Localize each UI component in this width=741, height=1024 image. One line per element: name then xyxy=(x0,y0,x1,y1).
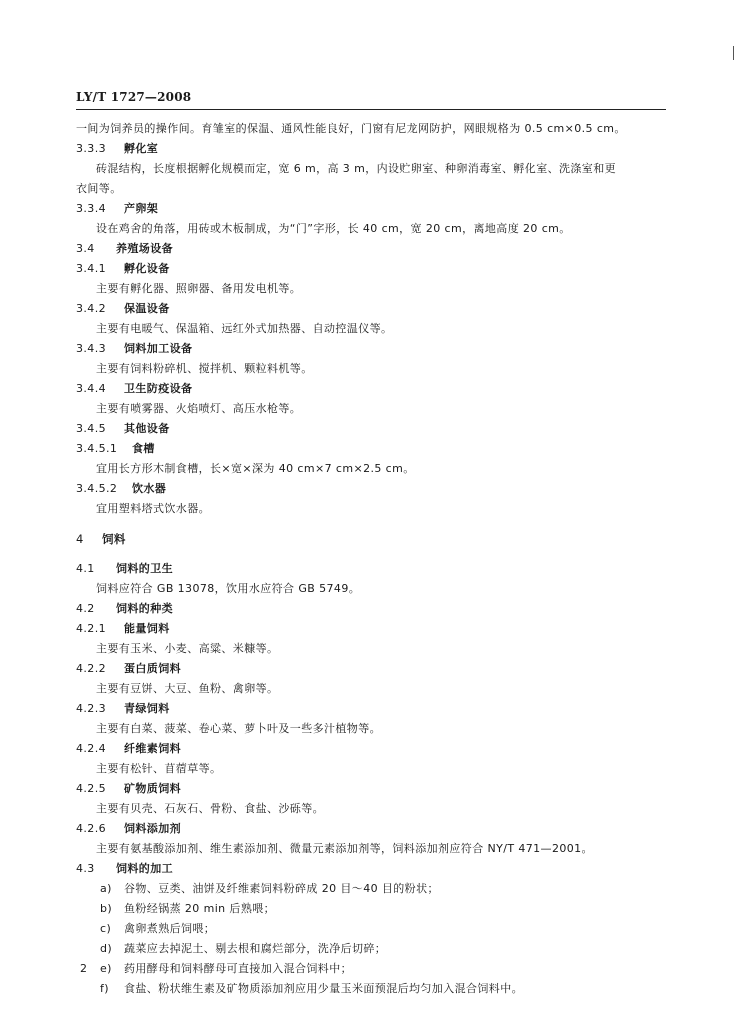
paragraph-line: 主要有贝壳、石灰石、骨粉、食盐、沙砾等。 xyxy=(96,802,324,815)
section-title: 饲料的加工 xyxy=(116,862,173,875)
list-item xyxy=(100,962,352,976)
section-heading xyxy=(76,422,170,436)
section-title: 卫生防疫设备 xyxy=(124,382,193,395)
section-number: 3.3.4 xyxy=(76,202,106,215)
section-heading xyxy=(76,442,155,456)
paragraph-line: 主要有玉米、小麦、高粱、米糠等。 xyxy=(96,642,279,655)
section-title: 青绿饲料 xyxy=(124,702,170,715)
list-item xyxy=(100,922,215,936)
section-number: 4.2.3 xyxy=(76,702,106,715)
section-heading xyxy=(76,482,166,496)
section-heading xyxy=(76,822,181,836)
section-number: 3.3.3 xyxy=(76,142,106,155)
list-marker: a) xyxy=(100,882,112,895)
section-number: 4.2.2 xyxy=(76,662,106,675)
section-number: 3.4 xyxy=(76,242,95,255)
section-number: 4.2.5 xyxy=(76,782,106,795)
section-title: 饲料 xyxy=(102,532,126,546)
section-number: 3.4.4 xyxy=(76,382,106,395)
section-number: 4.1 xyxy=(76,562,95,575)
paragraph-line: 饲料应符合 GB 13078，饮用水应符合 GB 5749。 xyxy=(96,582,361,595)
list-item xyxy=(100,882,439,896)
section-number: 3.4.5.2 xyxy=(76,482,118,495)
section-title: 饲料加工设备 xyxy=(124,342,193,355)
paragraph-line: 砖混结构，长度根据孵化规模而定，宽 6 m，高 3 m，内设贮卵室、种卵消毒室、孵化室、洗涤室和更 xyxy=(96,162,617,175)
section-heading xyxy=(76,302,170,316)
section-number: 3.4.2 xyxy=(76,302,106,315)
section-number: 4.2.6 xyxy=(76,822,106,835)
section-heading xyxy=(76,532,126,546)
paragraph-line: 宜用塑料塔式饮水器。 xyxy=(96,502,210,515)
section-number: 4.3 xyxy=(76,862,95,875)
list-item xyxy=(100,942,386,956)
section-title: 饮水器 xyxy=(132,482,167,495)
list-text: 鱼粉经锅蒸 20 min 后熟喂； xyxy=(124,902,276,915)
list-text: 食盐、粉状维生素及矿物质添加剂应用少量玉米面预混后均匀加入混合饲料中。 xyxy=(124,982,523,995)
list-marker: f) xyxy=(100,982,109,995)
list-text: 药用酵母和饲料酵母可直接加入混合饲料中； xyxy=(124,962,352,975)
list-marker: b) xyxy=(100,902,113,915)
section-heading xyxy=(76,342,192,356)
section-number: 4.2.1 xyxy=(76,622,106,635)
paragraph-line: 衣间等。 xyxy=(76,182,122,195)
paragraph-line: 设在鸡舍的角落，用砖或木板制成，为“门”字形，长 40 cm，宽 20 cm，离地高度 20 cm。 xyxy=(96,222,571,235)
section-heading xyxy=(76,782,181,796)
section-number: 3.4.5 xyxy=(76,422,106,435)
section-heading xyxy=(76,262,170,276)
section-number: 4.2.4 xyxy=(76,742,106,755)
paragraph-line: 一间为饲养员的操作间。育雏室的保温、通风性能良好，门窗有尼龙网防护，网眼规格为 0.5 cm×0.5 cm。 xyxy=(76,122,626,135)
section-number: 3.4.5.1 xyxy=(76,442,118,455)
list-item xyxy=(100,982,523,996)
section-title: 饲料的种类 xyxy=(116,602,173,615)
section-number: 3.4.3 xyxy=(76,342,106,355)
section-title: 矿物质饲料 xyxy=(124,782,181,795)
list-marker: e) xyxy=(100,962,112,975)
paragraph-line: 主要有孵化器、照卵器、备用发电机等。 xyxy=(96,282,302,295)
section-title: 其他设备 xyxy=(124,422,170,435)
section-title: 产卵架 xyxy=(124,202,159,215)
paragraph-line: 主要有氨基酸添加剂、维生素添加剂、微量元素添加剂等，饲料添加剂应符合 NY/T 471—2001。 xyxy=(96,842,593,855)
page-number: 2 xyxy=(80,962,87,975)
paragraph-line: 主要有白菜、菠菜、卷心菜、萝卜叶及一些多汁植物等。 xyxy=(96,722,381,735)
list-text: 蔬菜应去掉泥土、剔去根和腐烂部分，洗净后切碎； xyxy=(124,942,387,955)
section-heading xyxy=(76,202,158,216)
list-item xyxy=(100,902,275,916)
section-heading xyxy=(76,142,158,156)
section-heading xyxy=(76,242,173,256)
list-marker: c) xyxy=(100,922,112,935)
section-heading xyxy=(76,622,170,636)
paragraph-line: 主要有电暖气、保温箱、远红外式加热器、自动控温仪等。 xyxy=(96,322,393,335)
paragraph-line: 主要有松针、苜蓿草等。 xyxy=(96,762,222,775)
section-heading xyxy=(76,562,173,576)
list-text: 禽卵煮熟后饲喂； xyxy=(124,922,216,935)
section-title: 饲料添加剂 xyxy=(124,822,181,835)
standard-code-header: LY/T 1727—2008 xyxy=(76,90,192,104)
section-title: 保温设备 xyxy=(124,302,170,315)
section-title: 能量饲料 xyxy=(124,622,170,635)
edge-mark xyxy=(733,46,734,60)
section-title: 食槽 xyxy=(132,442,155,455)
section-number: 4 xyxy=(76,532,84,546)
list-text: 谷物、豆类、油饼及纤维素饲料粉碎成 20 目～40 目的粉状； xyxy=(124,882,439,895)
header-rule xyxy=(76,109,666,110)
section-heading xyxy=(76,382,192,396)
paragraph-line: 宜用长方形木制食槽，长×宽×深为 40 cm×7 cm×2.5 cm。 xyxy=(96,462,415,475)
paragraph-line: 主要有喷雾器、火焰喷灯、高压水枪等。 xyxy=(96,402,302,415)
paragraph-line: 主要有饲料粉碎机、搅拌机、颗粒料机等。 xyxy=(96,362,313,375)
section-title: 蛋白质饲料 xyxy=(124,662,181,675)
section-title: 纤维素饲料 xyxy=(124,742,181,755)
section-title: 饲料的卫生 xyxy=(116,562,173,575)
section-number: 4.2 xyxy=(76,602,95,615)
section-heading xyxy=(76,662,181,676)
list-marker: d) xyxy=(100,942,113,955)
section-heading xyxy=(76,742,181,756)
paragraph-line: 主要有豆饼、大豆、鱼粉、禽卵等。 xyxy=(96,682,279,695)
section-title: 孵化设备 xyxy=(124,262,170,275)
section-heading xyxy=(76,702,170,716)
section-number: 3.4.1 xyxy=(76,262,106,275)
section-heading xyxy=(76,602,173,616)
section-heading xyxy=(76,862,173,876)
section-title: 养殖场设备 xyxy=(116,242,173,255)
section-title: 孵化室 xyxy=(124,142,159,155)
